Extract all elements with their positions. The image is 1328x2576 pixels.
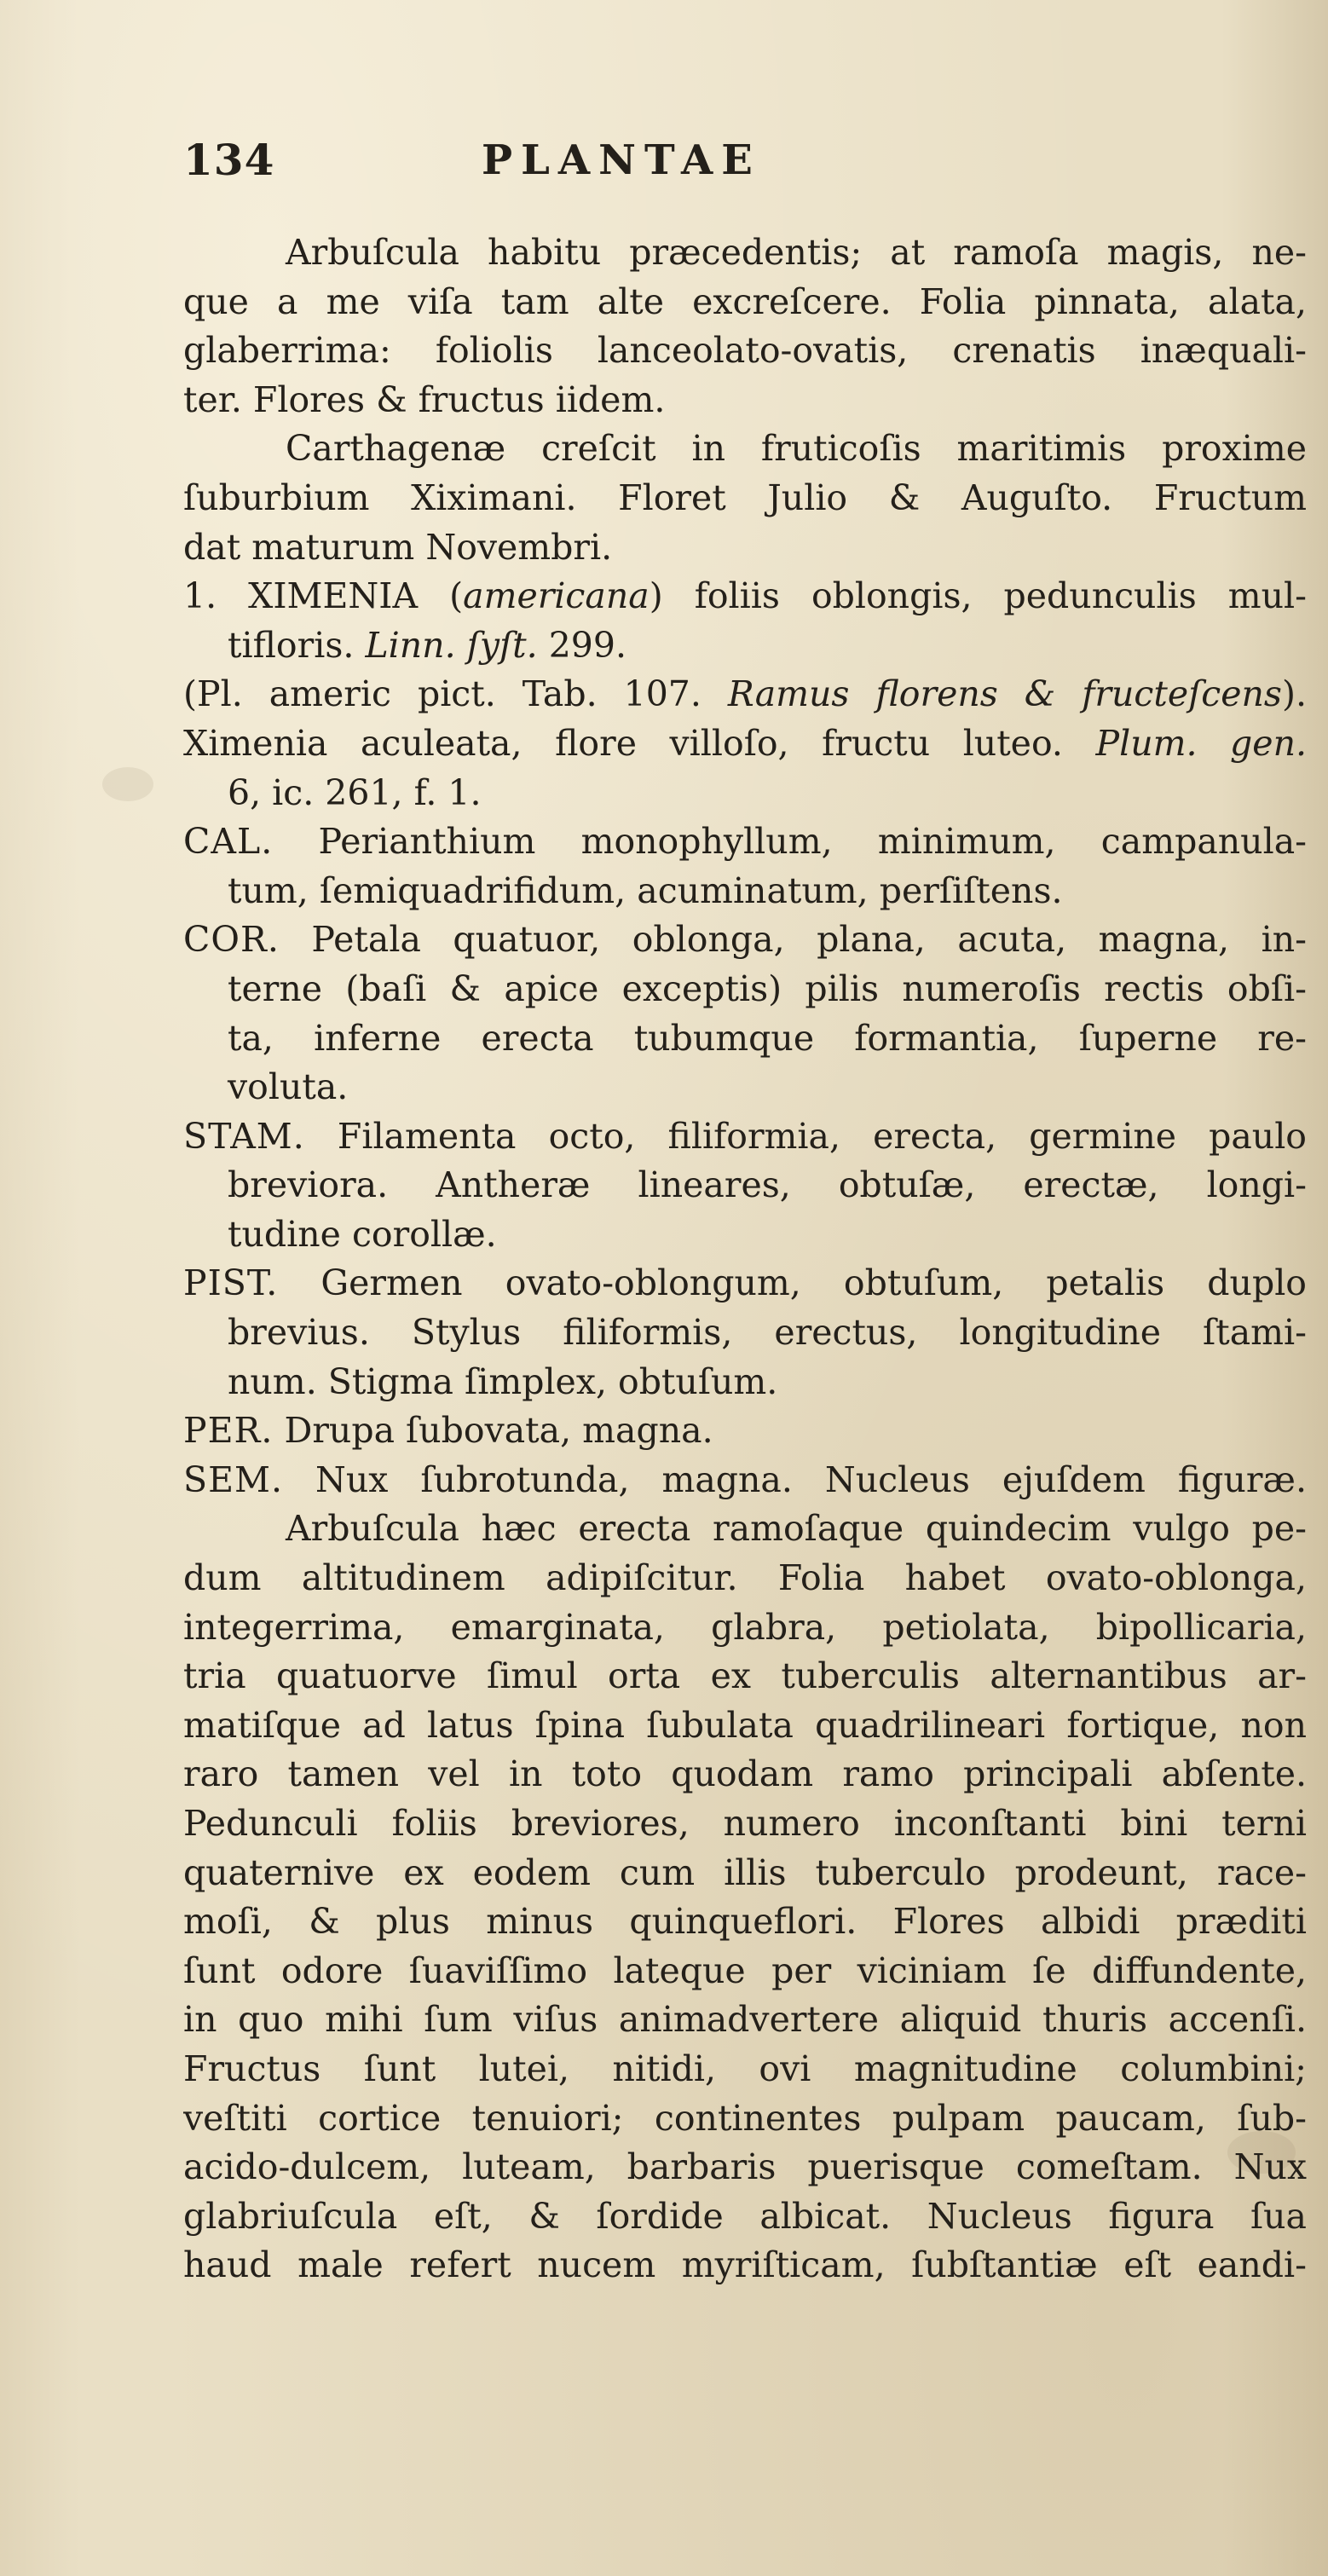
text-line: matiſque ad latus ſpina ſubulata quadrilineari fortique, non xyxy=(183,1704,1307,1746)
text-line: voluta. xyxy=(228,1066,349,1108)
text-line: ta, inferne erecta tubumque formantia, ſuperne re- xyxy=(228,1017,1307,1059)
text-line: terne (baſi & apice exceptis) pilis numeroſis rectis obſi- xyxy=(228,967,1307,1009)
text-line: Arbuſcula habitu præcedentis; at ramoſa magis, ne- xyxy=(286,232,1307,273)
text-line: Fructus ſunt lutei, nitidi, ovi magnitudine columbini; xyxy=(183,2048,1307,2089)
page-header xyxy=(183,119,1291,196)
text-line: CAL. Perianthium monophyllum, minimum, campanula- xyxy=(183,821,1307,863)
text-line: dum altitudinem adipiſcitur. Folia habet ovato-oblonga, xyxy=(183,1557,1307,1599)
text-line: (Pl. americ pict. Tab. 107. Ramus florens & fructeſcens). xyxy=(183,673,1307,715)
text-line: ſunt odore ſuaviſſimo lateque per viciniam ſe diffundente, xyxy=(183,1949,1307,1991)
page-number: 134 xyxy=(183,135,275,185)
text-line: PIST. Germen ovato-oblongum, obtuſum, petalis duplo xyxy=(183,1262,1307,1304)
paper-stain xyxy=(102,767,153,801)
text-line: PER. Drupa ſubovata, magna. xyxy=(183,1410,713,1452)
text-line: Pedunculi foliis breviores, numero inconſtanti bini terni xyxy=(183,1803,1307,1844)
text-line: ter. Flores & fructus iidem. xyxy=(183,378,666,420)
text-line: haud male refert nucem myriſticam, ſubſtantiæ eſt eandi- xyxy=(183,2244,1307,2286)
text-line: moſi, & plus minus quinqueflori. Flores albidi præditi xyxy=(183,1901,1307,1943)
running-title: PLANTAE xyxy=(482,136,761,184)
text-line: SEM. Nux ſubrotunda, magna. Nucleus ejuſdem figuræ. xyxy=(183,1458,1307,1500)
text-line: raro tamen vel in toto quodam ramo principali abſente. xyxy=(183,1753,1307,1795)
text-line: tum, ſemiquadrifidum, acuminatum, perſiſtens. xyxy=(228,869,1063,911)
text-line: brevius. Stylus filiformis, erectus, longitudine ſtami- xyxy=(228,1312,1307,1354)
text-line: num. Stigma ſimplex, obtuſum. xyxy=(228,1360,778,1402)
text-line: glabriuſcula eſt, & ſordide albicat. Nucleus figura ſua xyxy=(183,2195,1307,2237)
text-line: 1. XIMENIA (americana) foliis oblongis, pedunculis mul- xyxy=(183,575,1307,617)
text-line: COR. Petala quatuor, oblonga, plana, acuta, magna, in- xyxy=(183,919,1307,961)
text-line: tifloris. Linn. ſyſt. 299. xyxy=(228,624,627,666)
text-line: tudine corollæ. xyxy=(228,1213,497,1255)
text-line: quaternive ex eodem cum illis tuberculo prodeunt, race- xyxy=(183,1851,1307,1893)
text-line: 6, ic. 261, f. 1. xyxy=(228,771,482,813)
text-line: tria quatuorve ſimul orta ex tuberculis alternantibus ar- xyxy=(183,1655,1307,1697)
text-line: Arbuſcula hæc erecta ramoſaque quindecim vulgo pe- xyxy=(286,1508,1307,1550)
body-text xyxy=(183,228,1307,2290)
text-line: acido-dulcem, luteam, barbaris puerisque comeſtam. Nux xyxy=(183,2146,1307,2188)
text-line: veſtiti cortice tenuiori; continentes pulpam paucam, ſub- xyxy=(183,2097,1307,2139)
text-line: integerrima, emarginata, glabra, petiolata, bipollicaria, xyxy=(183,1606,1307,1648)
text-line: glaberrima: foliolis lanceolato-ovatis, crenatis inæquali- xyxy=(183,330,1307,372)
text-line: Carthagenæ creſcit in fruticoſis maritimis proxime xyxy=(286,428,1307,470)
text-line: breviora. Antheræ lineares, obtuſæ, erectæ, longi- xyxy=(228,1164,1307,1206)
text-line: in quo mihi ſum viſus animadvertere aliquid thuris accenſi. xyxy=(183,1999,1307,2041)
text-line: Ximenia aculeata, flore villoſo, fructu luteo. Plum. gen. xyxy=(183,722,1307,764)
text-line: dat maturum Novembri. xyxy=(183,526,613,568)
text-line: que a me viſa tam alte excreſcere. Folia pinnata, alata, xyxy=(183,280,1307,322)
text-line: ſuburbium Xiximani. Floret Julio & Auguſto. Fructum xyxy=(183,477,1307,518)
text-line: STAM. Filamenta octo, filiformia, erecta, germine paulo xyxy=(183,1115,1307,1157)
